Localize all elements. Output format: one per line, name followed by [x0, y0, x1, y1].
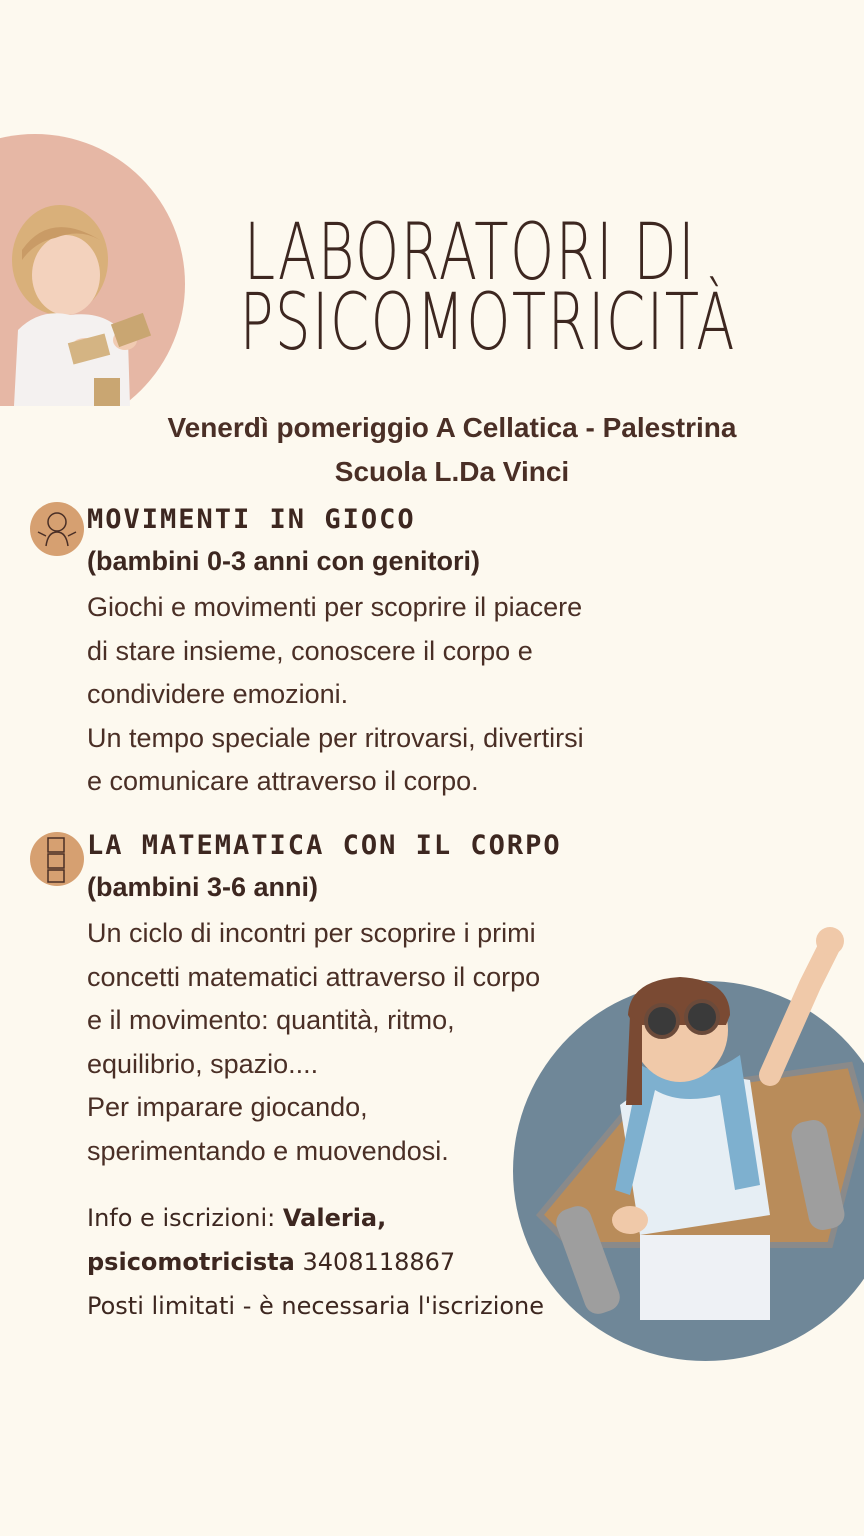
baby-icon: [30, 502, 84, 556]
section-2-description: Un ciclo di incontri per scoprire i primi concetti matematici attraverso il corpo e il movimento: quantità, ritmo, equilibrio, spazio.... Per imparare giocando, sperimentando e muovendosi.: [87, 918, 541, 1166]
contact-role-line: [87, 1240, 607, 1284]
limited-seats-note: Posti limitati - è necessaria l'iscrizione: [87, 1292, 545, 1320]
title-line-2: PSICOMOTRICITÀ: [239, 278, 736, 368]
section-2-heading: LA MATEMATICA CON IL CORPO: [87, 830, 562, 861]
title-line-1: LABORATORI DI: [243, 208, 697, 298]
section-1-age: (bambini 0-3 anni con genitori): [87, 546, 481, 576]
info-prefix: Info e iscrizioni:: [87, 1204, 283, 1232]
section-1-heading: MOVIMENTI IN GIOCO: [87, 504, 416, 535]
subtitle-line-2: Scuola L.Da Vinci: [334, 456, 570, 487]
section-2-age: (bambini 3-6 anni): [87, 872, 319, 902]
subtitle-line-1: Venerdì pomeriggio A Cellatica - Palestrina: [167, 412, 737, 443]
blocks-icon: [30, 832, 84, 886]
contact-name: Valeria,: [282, 1204, 387, 1232]
contact-line: [87, 1196, 607, 1240]
event-location: [110, 406, 794, 494]
contact-info: [87, 1196, 607, 1328]
contact-phone: 3408118867: [294, 1248, 456, 1276]
page-title: [239, 208, 736, 368]
section-1-description: Giochi e movimenti per scoprire il piacere di stare insieme, conoscere il corpo e condividere emozioni. Un tempo speciale per ritrovarsi, divertirsi e comunicare attraverso il corpo.: [87, 592, 584, 796]
contact-role: psicomotricista: [87, 1248, 295, 1276]
child-with-blocks-photo: [0, 180, 180, 406]
